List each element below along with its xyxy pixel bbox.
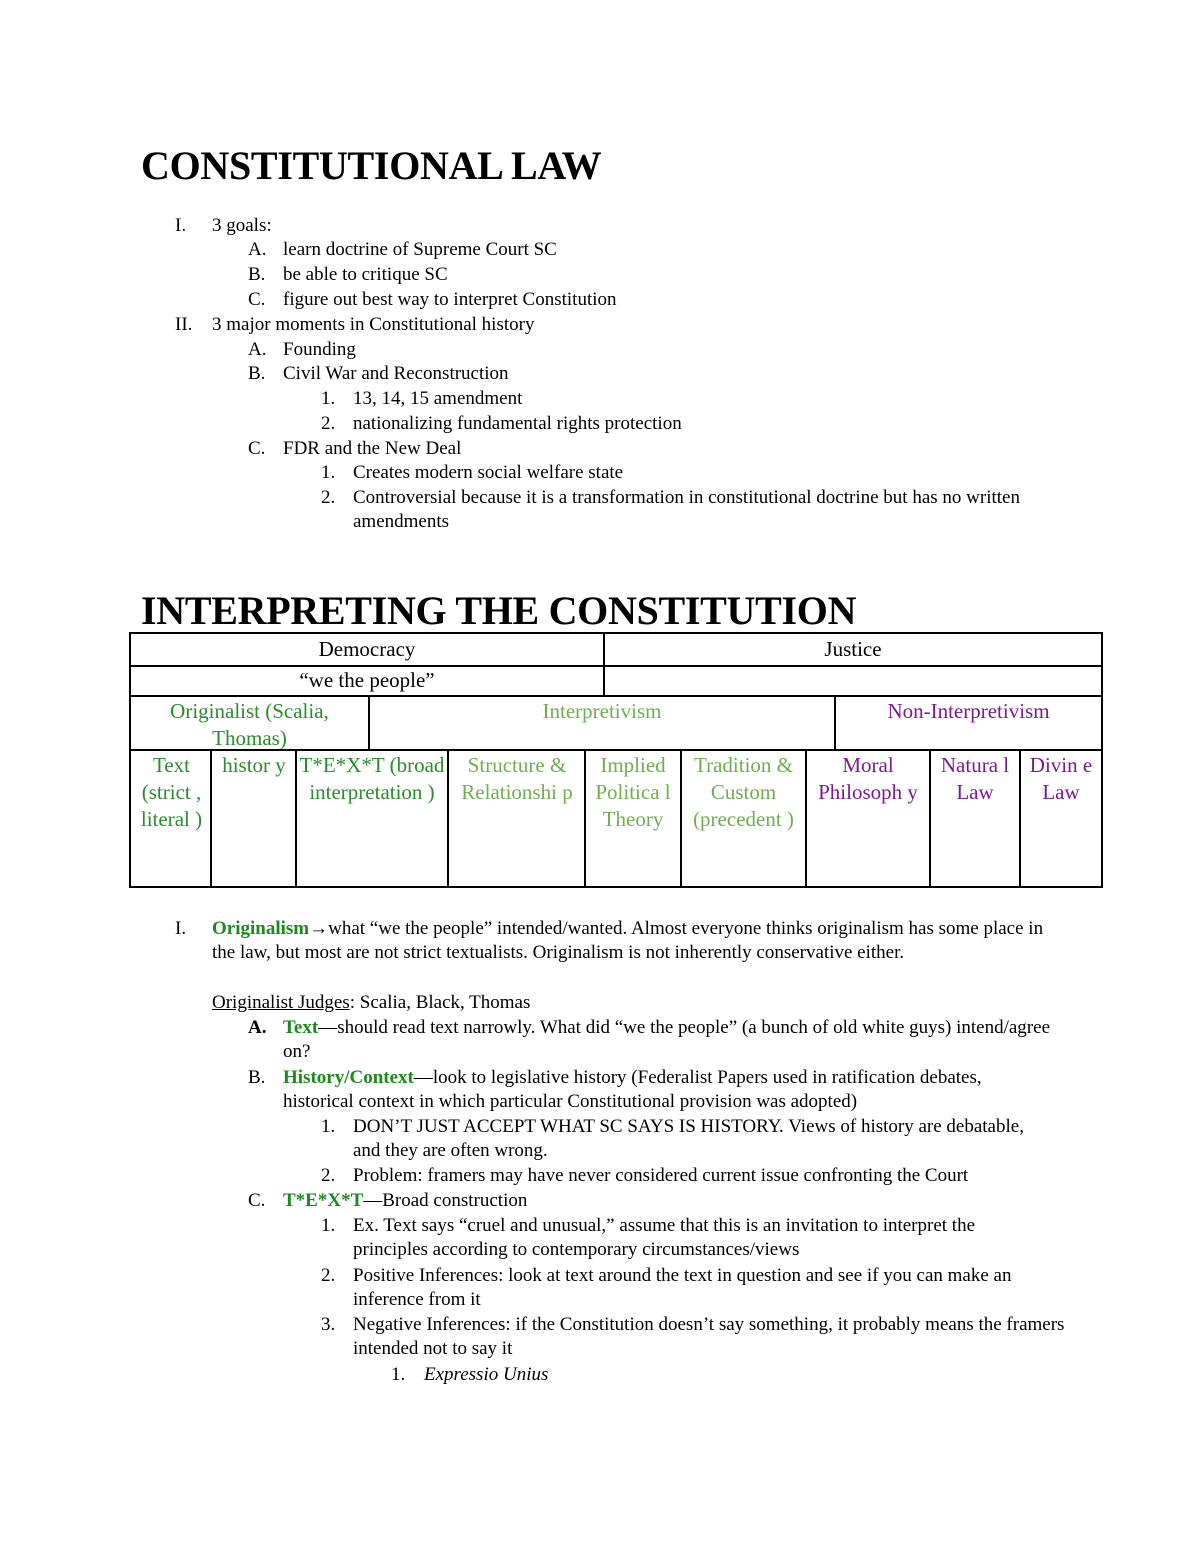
table-cell-originalist: Originalist (Scalia, Thomas) <box>170 699 329 750</box>
outline-text: 3 major moments in Constitutional history <box>212 314 535 335</box>
table-cell-text-strict: Text (strict , literal ) <box>140 753 203 831</box>
table-cell-text-broad: T*E*X*T (broad interpretation ) <box>299 753 445 804</box>
outline-text: nationalizing fundamental rights protection <box>353 413 682 434</box>
interpretation-table <box>129 632 1103 888</box>
outline-num: 1. <box>391 1364 406 1385</box>
outline-num: A. <box>248 239 267 260</box>
originalist-judges <box>212 991 530 1015</box>
outline-num: C. <box>248 1190 266 1211</box>
outline-num: 3. <box>321 1314 336 1335</box>
outline-text: Ex. Text says “cruel and unusual,” assume that this is an invitation to interpret the principles according to contemporary circumstances/views <box>353 1215 976 1260</box>
table-cell-democracy: Democracy <box>318 637 416 661</box>
outline-text: Positive Inferences: look at text around the text in question and see if you can make an inference from it <box>353 1265 1012 1310</box>
outline-num: 1. <box>321 1116 336 1137</box>
table-cell-history: histor y <box>222 753 286 777</box>
table-cell-tradition: Tradition & Custom (precedent ) <box>693 753 794 831</box>
term-text: Text <box>283 1017 319 1038</box>
outline-num: A. <box>248 1017 267 1038</box>
outline-text: Problem: framers may have never considered current issue confronting the Court <box>353 1165 969 1186</box>
outline-text <box>212 917 1052 965</box>
outline-text: be able to critique SC <box>283 264 448 285</box>
outline-num: 2. <box>321 1265 336 1286</box>
table-rule <box>805 749 807 886</box>
outline-num: I. <box>175 215 187 236</box>
table-rule <box>1019 749 1021 886</box>
table-cell-non-interpretivism: Non-Interpretivism <box>887 699 1050 723</box>
outline-num: 1. <box>321 388 336 409</box>
outline-text: 13, 14, 15 amendment <box>353 388 523 409</box>
outline-num: B. <box>248 1067 266 1088</box>
table-rule <box>447 749 449 886</box>
term-def: —Broad construction <box>363 1190 528 1211</box>
outline-text: FDR and the New Deal <box>283 438 462 459</box>
table-cell-moral-philosophy: Moral Philosoph y <box>818 753 918 804</box>
outline-text: Creates modern social welfare state <box>353 462 624 483</box>
page-title-constitutional-law: CONSTITUTIONAL LAW <box>141 143 602 188</box>
table-rule <box>295 749 297 886</box>
judges-label: Originalist Judges <box>212 992 350 1013</box>
term-def: —should read text narrowly. What did “we the people” (a bunch of old white guys) intend/agree on? <box>283 1017 1050 1062</box>
table-cell-interpretivism: Interpretivism <box>542 699 662 723</box>
outline-num: A. <box>248 339 267 360</box>
originalism-definition: what “we the people” intended/wanted. Almost everyone thinks originalism has some place in the law, but most are not strict textualists. Originalism is not inherently conservative either. <box>212 918 1044 963</box>
outline-text <box>283 1066 1033 1114</box>
table-cell-structure: Structure & Relationshi p <box>461 753 573 804</box>
outline-num: C. <box>248 438 266 459</box>
outline-num: II. <box>175 314 193 335</box>
outline-num: B. <box>248 264 266 285</box>
outline-num: I. <box>175 918 187 939</box>
term-history-context: History/Context <box>283 1067 414 1088</box>
table-cell-justice: Justice <box>824 637 882 661</box>
table-rule <box>680 749 682 886</box>
term-originalism: Originalism <box>212 918 310 939</box>
table-cell-divine-law: Divin e Law <box>1029 753 1093 804</box>
outline-num: 2. <box>321 413 336 434</box>
outline-num: 2. <box>321 487 336 508</box>
outline-num: 2. <box>321 1165 336 1186</box>
outline-text <box>283 1189 527 1213</box>
arrow-icon: → <box>309 918 329 939</box>
outline-text: 3 goals: <box>212 215 272 236</box>
outline-num: 1. <box>321 1215 336 1236</box>
outline-num: 1. <box>321 462 336 483</box>
outline-text: figure out best way to interpret Constitution <box>283 289 617 310</box>
outline-text: Founding <box>283 339 356 360</box>
outline-text: Civil War and Reconstruction <box>283 363 509 384</box>
page-title-interpreting: INTERPRETING THE CONSTITUTION <box>141 588 857 633</box>
table-cell-implied-theory: Implied Politica l Theory <box>595 753 671 831</box>
judges-value: : Scalia, Black, Thomas <box>349 992 531 1013</box>
outline-text: DON’T JUST ACCEPT WHAT SC SAYS IS HISTORY. Views of history are debatable, and they are often wrong. <box>353 1116 1024 1161</box>
outline-num: C. <box>248 289 266 310</box>
term-text-broad: T*E*X*T <box>283 1190 364 1211</box>
outline-text: learn doctrine of Supreme Court SC <box>283 239 557 260</box>
term-def: —look to legislative history (Federalist Papers used in ratification debates, historical context in which particular Constitutional provision was adopted) <box>283 1067 982 1112</box>
table-rule <box>584 749 586 886</box>
table-rule <box>131 695 1101 697</box>
table-cell-natural-law: Natura l Law <box>940 753 1010 804</box>
outline-text: Controversial because it is a transformation in constitutional doctrine but has no written amendments <box>353 487 1020 532</box>
table-rule <box>929 749 931 886</box>
outline-text: Expressio Unius <box>424 1364 549 1385</box>
outline-num: B. <box>248 363 266 384</box>
outline-text <box>283 1016 1063 1064</box>
table-cell-we-the-people: “we the people” <box>299 668 435 692</box>
table-rule <box>210 749 212 886</box>
outline-text: Negative Inferences: if the Constitution doesn’t say something, it probably means the framers intended not to say it <box>353 1314 1065 1359</box>
